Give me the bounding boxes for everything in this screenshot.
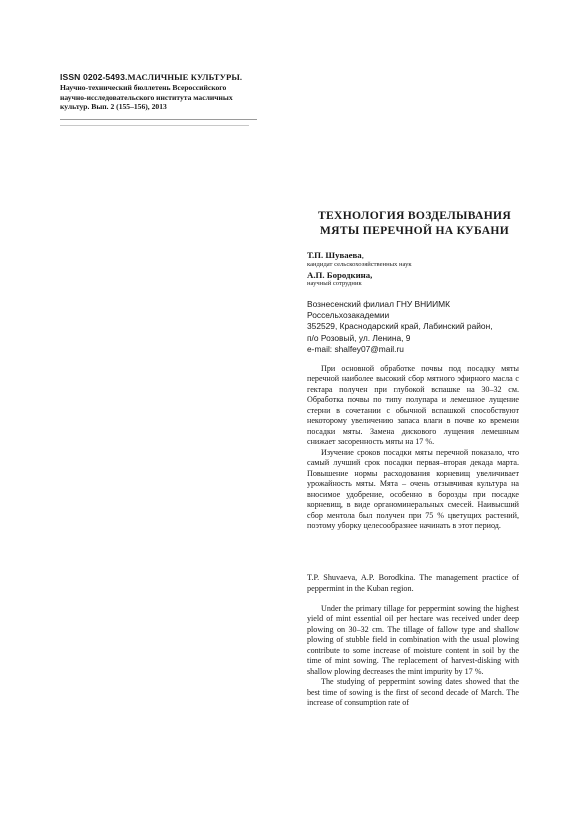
author-name	[307, 250, 537, 261]
bulletin-description	[60, 83, 270, 112]
abstract-english	[307, 604, 519, 709]
issn-line	[60, 72, 270, 83]
journal-name: МАСЛИЧНЫЕ КУЛЬТУРЫ.	[127, 72, 243, 82]
journal-header	[60, 72, 270, 112]
abstract-paragraph: Under the primary tillage for peppermint sowing the highest yield of mint essential oil per hectare was received under deep plowing on 30–32 cm. The tillage of fallow type and shallow plowing of stubble field in combination with the usual plowing contribute to some increase of moisture content in soil by the time of mint sowing. The replacement of harvest-disking with shallow plowing decreases the mint impurity by 17 %.	[307, 604, 519, 676]
article-title	[302, 209, 527, 238]
affiliation-line: п/о Розовый, ул. Ленина, 9	[307, 332, 411, 343]
author-name-text: А.П. Бородкина	[307, 269, 371, 280]
author-name-text: Т.П. Шуваева	[307, 250, 362, 260]
bulletin-line: Научно-технический бюллетень Всероссийского	[60, 83, 227, 92]
affiliation-line: Россельхозакадемии	[307, 310, 390, 321]
affiliation	[307, 299, 537, 355]
affiliation-line: Вознесенский филиал ГНУ ВНИИМК	[307, 299, 451, 309]
author-role: научный сотрудник	[307, 280, 362, 287]
abstract-paragraph: Изучение сроков посадки мяты перечной показало, что самый лучший срок посадки первая–вторая декада марта. Повышение нормы расходования корневищ увеличивает урожайность мяты. Мята – очень отзывчивая культура на вносимое удобрение, особенно в борозды при посадке корневищ, в виде органоминеральных смесей. Наивысший сбор ментола был получен при 75 % цветущих растений, поэтому уборку целесообразнее начинать в этот период.	[307, 447, 519, 531]
abstract-russian	[307, 364, 519, 532]
title-line: МЯТЫ ПЕРЕЧНОЙ НА КУБАНИ	[319, 223, 510, 237]
english-reference: T.P. Shuvaeva, A.P. Borodkina. The management practice of peppermint in the Kuban region.	[307, 573, 519, 593]
header-rule-top	[60, 119, 257, 120]
affiliation-line: 352529, Краснодарский край, Лабинский район,	[307, 321, 493, 332]
author-list	[307, 250, 537, 289]
abstract-paragraph: The studying of peppermint sowing dates showed that the best time of sowing is the first of second decade of March. The increase of consumption rate of	[307, 677, 519, 708]
title-line: ТЕХНОЛОГИЯ ВОЗДЕЛЫВАНИЯ	[317, 209, 512, 222]
author-role: кандидат сельскохозяйственных наук	[307, 260, 412, 268]
issn-code: ISSN 0202-5493.	[60, 72, 128, 82]
author-name-suffix: ,	[370, 269, 373, 280]
bulletin-line: научно-исследовательского института масличных	[60, 92, 233, 102]
bulletin-line: культур. Вып. 2 (155–156), 2013	[60, 102, 167, 111]
author-name-suffix: ,	[361, 250, 364, 260]
author-name	[307, 270, 537, 281]
email-line: e-mail: shalfey07@mail.ru	[307, 343, 404, 354]
abstract-paragraph: При основной обработке почвы под посадку мяты перечной наиболее высокий сбор мятного эфирного масла с гектара получен при глубокой вспашке на 30–32 см. Обработка почвы по типу полупара и лемешное лущение стерни в сочетании с обычной вспашкой способствуют некоторому увеличению запаса влаги в почве ко времени посадки мяты. Замена дискового лущения лемешным снижает засоренность мяты на 17 %.	[307, 364, 519, 447]
header-rule-bottom	[60, 125, 249, 126]
